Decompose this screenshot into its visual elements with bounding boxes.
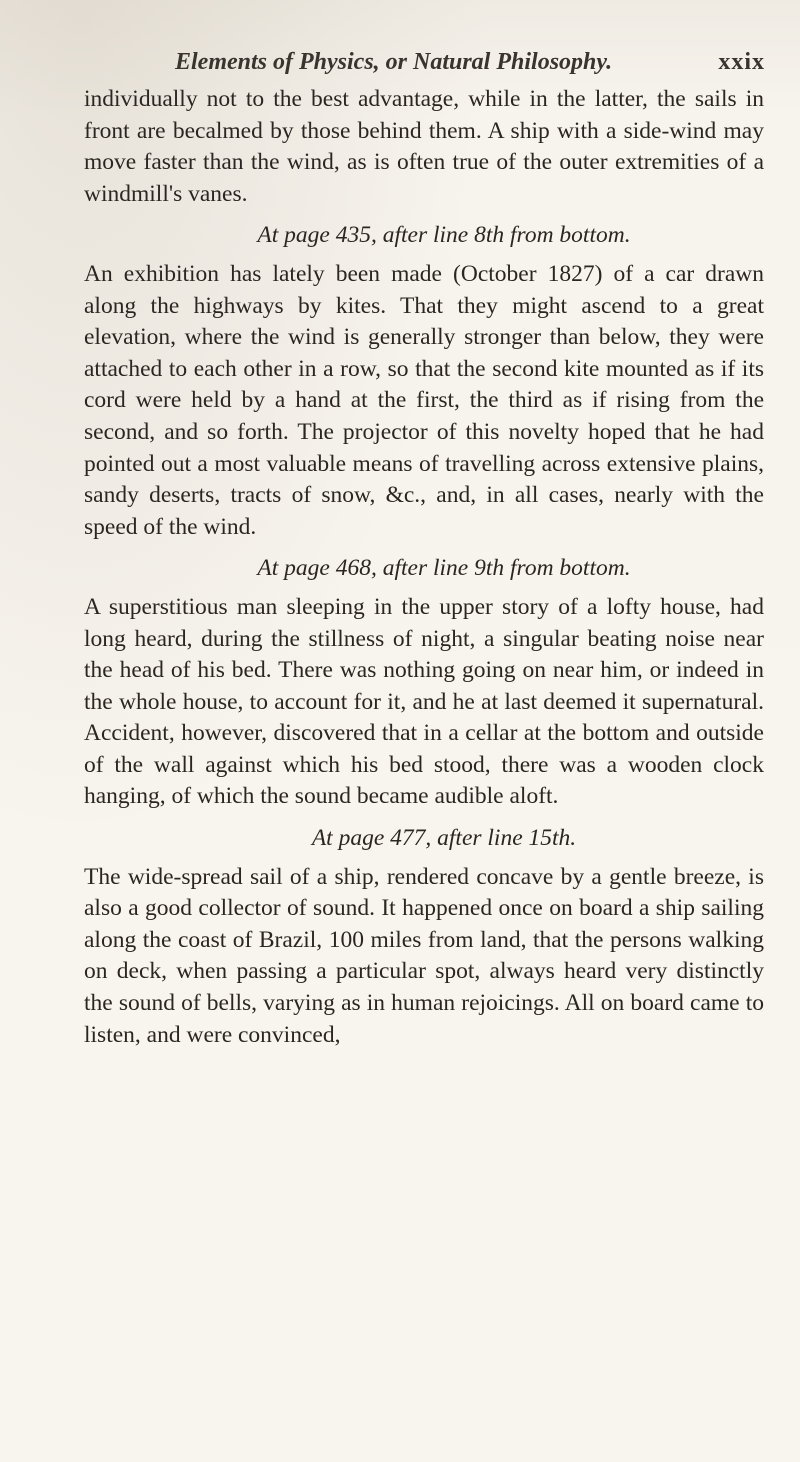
paragraph-ship-sail-sound: The wide-spread sail of a ship, rendered concave by a gentle breeze, is also a good collector of sound. It happened once on board a ship sailing along the coast of Brazil, 100 miles from land, that the persons walking on deck, when passing a particular spot, always heard very distinctly the sound of bells, varying as in human rejoicings. All on board came to listen, and were convinced, bbox=[84, 863, 764, 1048]
section-heading-page-468: At page 468, after line 9th from bottom. bbox=[257, 555, 631, 582]
section-heading-page-477: At page 477, after line 15th. bbox=[311, 825, 577, 852]
section-heading-page-435: At page 435, after line 8th from bottom. bbox=[257, 222, 631, 249]
paragraph-kite-car: An exhibition has lately been made (October 1827) of a car drawn along the highways by kites. That they might ascend to a great elevation, where the wind is generally stronger than below, they were attached to each other in a row, so that the second kite mounted as if its cord were held by a hand at the first, the third as if rising from the second, and so forth. The projector of this novelty hoped that he had pointed out a most valuable means of travelling across extensive plains, sandy deserts, tracts of snow, &c., and, in all cases, nearly with the speed of the wind. bbox=[84, 260, 764, 540]
paragraph-wooden-clock: A superstitious man sleeping in the upper story of a lofty house, had long heard, during the stillness of night, a singular beating noise near the head of his bed. There was nothing going on near him, or indeed in the whole house, to account for it, and he at last deemed it supernatural. Accident, however, discovered that in a cellar at the bottom and outside of the wall against which his bed stood, there was a wooden clock hanging, of which the sound became audible aloft. bbox=[84, 593, 764, 810]
page-number: xxix bbox=[718, 49, 765, 75]
running-head bbox=[175, 42, 765, 82]
body-text bbox=[84, 84, 764, 1051]
paragraph-windmill-vanes: individually not to the best advantage, while in the latter, the sails in front are becalmed by those behind them. A ship with a side-wind may move faster than the wind, as is often true of the outer extremities of a windmill's vanes. bbox=[84, 86, 764, 207]
running-title: Elements of Physics, or Natural Philosophy. bbox=[175, 49, 613, 75]
